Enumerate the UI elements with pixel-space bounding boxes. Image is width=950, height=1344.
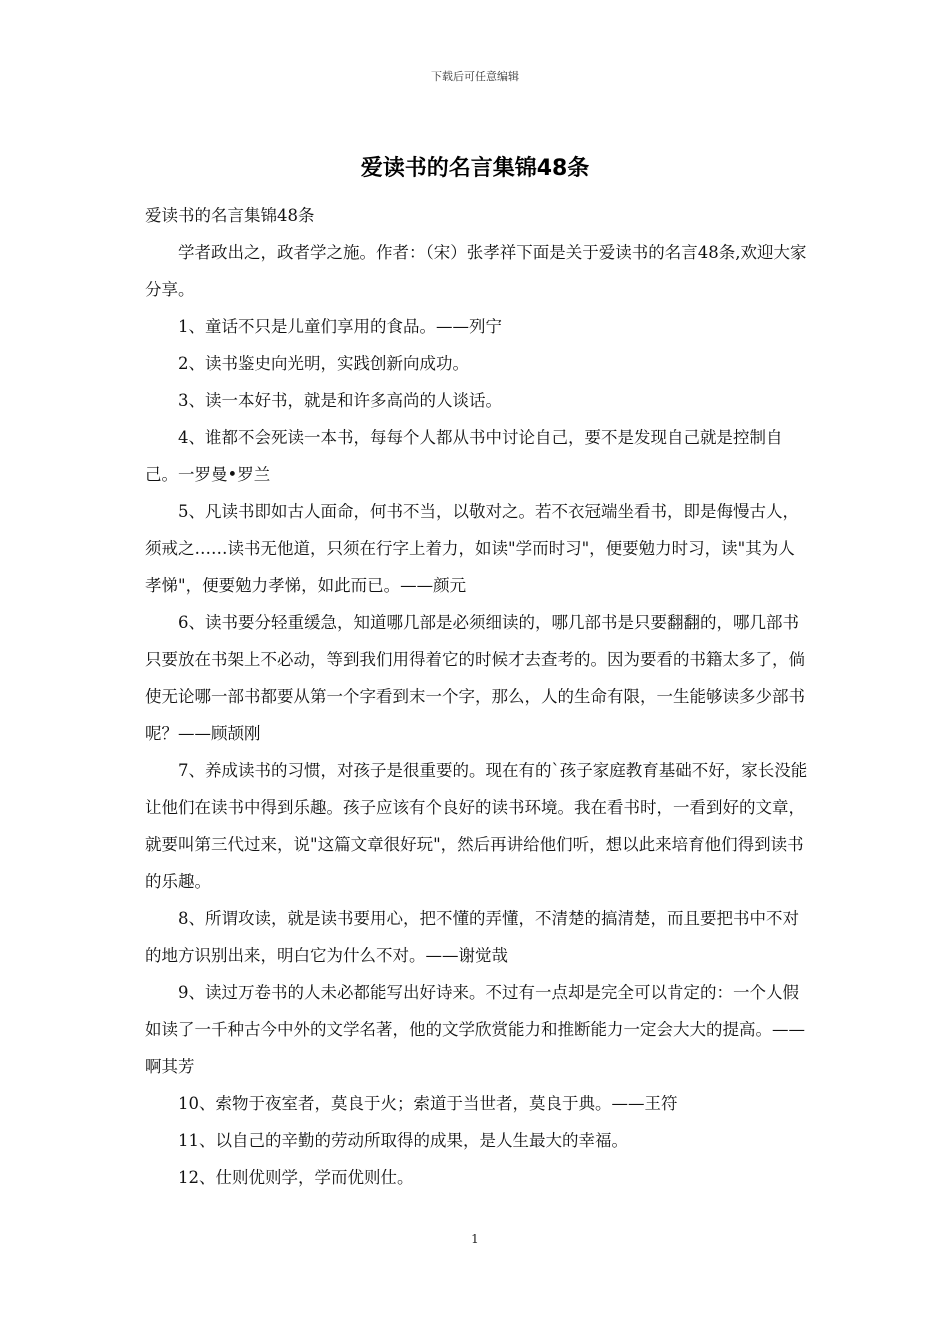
quote-item: 7、养成读书的习惯，对孩子是很重要的。现在有的`孩子家庭教育基础不好，家长没能让他们在读书中得到乐趣。孩子应该有个良好的读书环境。我在看书时，一看到好的文章，就要叫第三代过来，说"这篇文章很好玩"，然后再讲给他们听，想以此来培育他们得到读书的乐趣。 [145,761,808,891]
quote-item: 2、读书鉴史向光明，实践创新向成功。 [178,354,469,373]
quote-item: 8、所谓攻读，就是读书要用心，把不懂的弄懂，不清楚的搞清楚，而且要把书中不对的地方识别出来，明白它为什么不对。——谢觉哉 [145,909,799,965]
page-number: 1 [471,1232,479,1246]
quote-item: 5、凡读书即如古人面命，何书不当，以敬对之。若不衣冠端坐看书，即是侮慢古人，须戒之……读书无他道，只须在行字上着力，如读"学而时习"，便要勉力时习，读"其为人孝悌"，便要勉力孝悌，如此而已。——颜元 [145,502,799,595]
document-body [145,197,811,1196]
quote-item: 12、仕则优则学，学而优则仕。 [178,1168,414,1187]
page-header: 下载后可任意编辑 [431,70,519,83]
subtitle: 爱读书的名言集锦48条 [145,206,315,225]
document-title: 爱读书的名言集锦48条 [360,156,590,181]
quote-item: 6、读书要分轻重缓急，知道哪几部是必须细读的，哪几部书是只要翻翻的，哪几部书只要放在书架上不必动，等到我们用得着它的时候才去查考的。因为要看的书籍太多了，倘使无论哪一部书都要从第一个字看到末一个字，那么，人的生命有限，一生能够读多少部书呢？——顾颉刚 [145,613,805,743]
quote-item: 10、索物于夜室者，莫良于火；索道于当世者，莫良于典。——王符 [178,1094,678,1113]
quote-item: 3、读一本好书，就是和许多高尚的人谈话。 [178,391,502,410]
quote-item: 9、读过万卷书的人未必都能写出好诗来。不过有一点却是完全可以肯定的：一个人假如读了一千种古今中外的文学名著，他的文学欣赏能力和推断能力一定会大大的提高。——啊其芳 [145,983,805,1076]
quote-item: 4、谁都不会死读一本书，每每个人都从书中讨论自己，要不是发现自己就是控制自己。一罗曼•罗兰 [145,428,783,484]
intro-paragraph: 学者政出之，政者学之施。作者：（宋）张孝祥下面是关于爱读书的名言48条,欢迎大家分享。 [145,243,807,299]
quote-item: 11、以自己的辛勤的劳动所取得的成果，是人生最大的幸福。 [178,1131,628,1150]
quote-item: 1、童话不只是儿童们享用的食品。——列宁 [178,317,502,336]
